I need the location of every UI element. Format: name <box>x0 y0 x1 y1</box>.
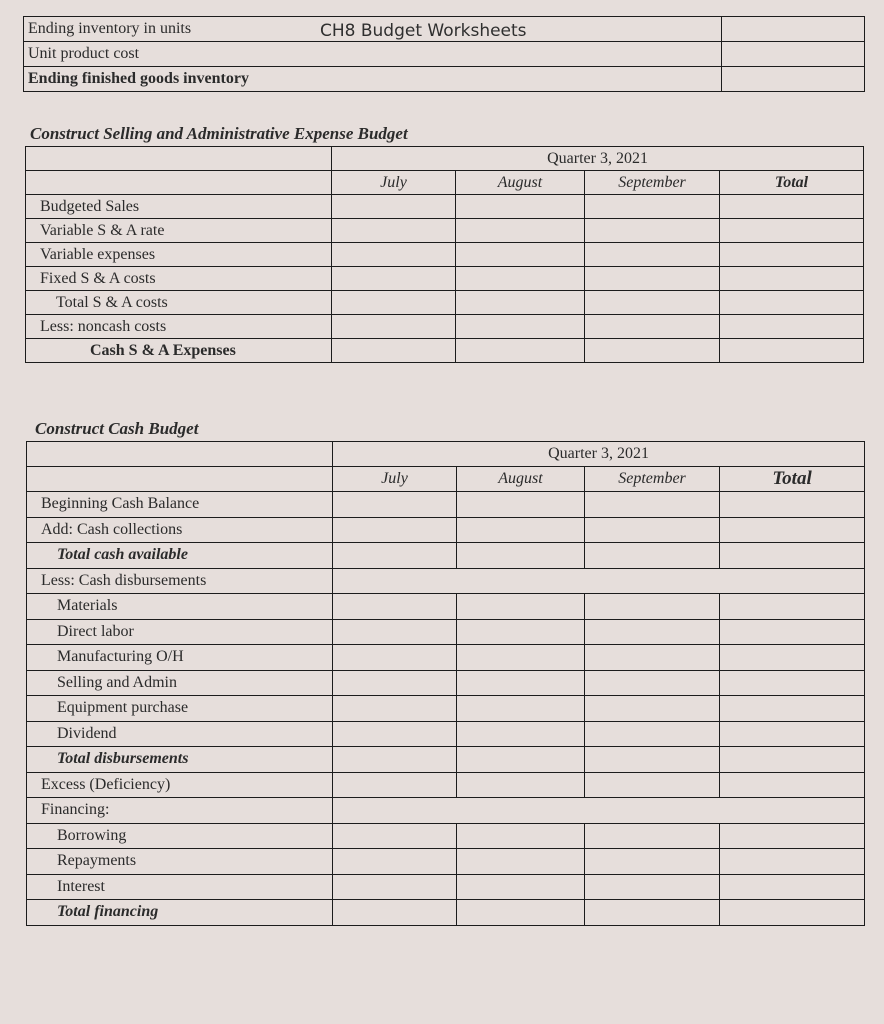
blank-cell <box>27 442 333 467</box>
value-cell[interactable] <box>457 517 585 543</box>
value-cell[interactable] <box>332 315 456 339</box>
value-cell[interactable] <box>457 823 585 849</box>
row-label: Unit product cost <box>24 42 722 67</box>
value-cell[interactable] <box>585 339 720 363</box>
value-cell[interactable] <box>722 17 865 42</box>
value-cell[interactable] <box>456 195 585 219</box>
value-cell[interactable] <box>585 670 720 696</box>
value-cell[interactable] <box>457 849 585 875</box>
value-cell[interactable] <box>457 670 585 696</box>
row-label: Variable S & A rate <box>26 219 332 243</box>
table-row <box>27 619 865 645</box>
value-cell[interactable] <box>456 315 585 339</box>
value-cell[interactable] <box>585 267 720 291</box>
value-cell[interactable] <box>585 849 720 875</box>
value-cell[interactable] <box>332 291 456 315</box>
row-label: Materials <box>27 594 333 620</box>
value-cell[interactable] <box>457 619 585 645</box>
table-row <box>26 315 864 339</box>
sa-budget-title: Construct Selling and Administrative Expense Budget <box>30 124 408 143</box>
total-cell[interactable] <box>720 339 864 363</box>
table-row <box>26 219 864 243</box>
row-label: Ending inventory in units <box>24 17 722 42</box>
month-header-september: September <box>585 467 720 492</box>
row-label: Selling and Admin <box>27 670 333 696</box>
total-cell[interactable] <box>720 219 864 243</box>
total-cell[interactable] <box>720 195 864 219</box>
total-cell[interactable] <box>720 696 865 722</box>
total-cell[interactable] <box>720 492 865 518</box>
total-cell[interactable] <box>720 267 864 291</box>
table-row <box>26 339 864 363</box>
row-label: Direct labor <box>27 619 333 645</box>
total-cell[interactable] <box>720 747 865 773</box>
blank-cell <box>26 147 332 171</box>
value-cell[interactable] <box>456 339 585 363</box>
value-cell[interactable] <box>585 195 720 219</box>
row-label: Manufacturing O/H <box>27 645 333 671</box>
month-header-august: August <box>456 171 585 195</box>
value-cell[interactable] <box>585 315 720 339</box>
value-cell[interactable] <box>333 670 457 696</box>
total-header: Total <box>720 467 865 492</box>
value-cell[interactable] <box>457 721 585 747</box>
table-row <box>27 721 865 747</box>
value-cell[interactable] <box>457 543 585 569</box>
row-label: Variable expenses <box>26 243 332 267</box>
value-cell[interactable] <box>333 900 457 926</box>
table-row <box>27 645 865 671</box>
value-cell[interactable] <box>333 747 457 773</box>
row-label: Less: noncash costs <box>26 315 332 339</box>
total-cell[interactable] <box>720 849 865 875</box>
value-cell[interactable] <box>333 517 457 543</box>
value-cell[interactable] <box>332 243 456 267</box>
header-row <box>27 442 865 467</box>
header-row <box>27 467 865 492</box>
total-cell[interactable] <box>720 670 865 696</box>
blank-cell <box>26 171 332 195</box>
value-cell[interactable] <box>585 645 720 671</box>
value-cell[interactable] <box>333 543 457 569</box>
value-cell[interactable] <box>585 721 720 747</box>
table-row <box>27 900 865 926</box>
value-cell[interactable] <box>722 42 865 67</box>
total-cell[interactable] <box>720 874 865 900</box>
table-row <box>27 492 865 518</box>
row-label: Less: Cash disbursements <box>27 568 333 594</box>
month-header-september: September <box>585 171 720 195</box>
total-header: Total <box>720 171 864 195</box>
total-cell[interactable] <box>720 619 865 645</box>
value-cell[interactable] <box>585 900 720 926</box>
value-cell[interactable] <box>585 772 720 798</box>
total-cell[interactable] <box>720 772 865 798</box>
value-cell[interactable] <box>457 696 585 722</box>
table-row <box>27 798 865 824</box>
value-cell[interactable] <box>585 517 720 543</box>
value-cell[interactable] <box>332 219 456 243</box>
table-row <box>26 291 864 315</box>
table-row <box>27 670 865 696</box>
month-header-august: August <box>457 467 585 492</box>
row-label: Financing: <box>27 798 333 824</box>
value-cell[interactable] <box>333 849 457 875</box>
total-cell[interactable] <box>720 900 865 926</box>
table-row <box>27 849 865 875</box>
row-label: Dividend <box>27 721 333 747</box>
value-cell[interactable] <box>332 267 456 291</box>
blank-cell <box>27 467 333 492</box>
value-cell[interactable] <box>333 721 457 747</box>
total-cell[interactable] <box>720 517 865 543</box>
row-label: Cash S & A Expenses <box>26 339 332 363</box>
value-cell[interactable] <box>456 267 585 291</box>
header-row <box>26 171 864 195</box>
value-cell[interactable] <box>333 823 457 849</box>
value-cell[interactable] <box>457 747 585 773</box>
value-cell[interactable] <box>456 291 585 315</box>
value-cell[interactable] <box>333 619 457 645</box>
value-cell[interactable] <box>333 594 457 620</box>
total-cell[interactable] <box>720 315 864 339</box>
table-row <box>27 568 865 594</box>
sa-budget-table <box>25 146 864 363</box>
value-cell[interactable] <box>332 339 456 363</box>
value-cell[interactable] <box>333 696 457 722</box>
total-cell[interactable] <box>720 645 865 671</box>
header-row <box>26 147 864 171</box>
row-label: Total S & A costs <box>26 291 332 315</box>
value-cell[interactable] <box>585 291 720 315</box>
merged-cell <box>333 568 865 594</box>
value-cell[interactable] <box>585 696 720 722</box>
worksheet-title: CH8 Budget Worksheets <box>320 21 527 41</box>
cash-budget-title: Construct Cash Budget <box>35 419 199 438</box>
value-cell[interactable] <box>585 219 720 243</box>
value-cell[interactable] <box>585 243 720 267</box>
total-cell[interactable] <box>720 721 865 747</box>
table-row <box>27 594 865 620</box>
value-cell[interactable] <box>457 492 585 518</box>
total-cell[interactable] <box>720 543 865 569</box>
table-row <box>27 772 865 798</box>
value-cell[interactable] <box>332 195 456 219</box>
table-row <box>27 517 865 543</box>
value-cell[interactable] <box>585 594 720 620</box>
value-cell[interactable] <box>457 772 585 798</box>
row-label: Borrowing <box>27 823 333 849</box>
value-cell[interactable] <box>333 645 457 671</box>
table-row <box>24 42 865 67</box>
value-cell[interactable] <box>722 67 865 92</box>
table-row <box>27 696 865 722</box>
table-row <box>27 543 865 569</box>
value-cell[interactable] <box>457 594 585 620</box>
row-label: Equipment purchase <box>27 696 333 722</box>
row-label: Repayments <box>27 849 333 875</box>
row-label: Budgeted Sales <box>26 195 332 219</box>
value-cell[interactable] <box>585 492 720 518</box>
table-row <box>27 823 865 849</box>
value-cell[interactable] <box>585 747 720 773</box>
value-cell[interactable] <box>457 645 585 671</box>
value-cell[interactable] <box>333 772 457 798</box>
value-cell[interactable] <box>585 874 720 900</box>
value-cell[interactable] <box>456 243 585 267</box>
row-label: Total disbursements <box>27 747 333 773</box>
value-cell[interactable] <box>585 543 720 569</box>
table-row <box>27 747 865 773</box>
value-cell[interactable] <box>585 823 720 849</box>
total-cell[interactable] <box>720 823 865 849</box>
table-row <box>27 874 865 900</box>
total-cell[interactable] <box>720 243 864 267</box>
merged-cell <box>333 798 865 824</box>
value-cell[interactable] <box>333 874 457 900</box>
row-label: Total financing <box>27 900 333 926</box>
quarter-header: Quarter 3, 2021 <box>332 147 864 171</box>
month-header-july: July <box>332 171 456 195</box>
month-header-july: July <box>333 467 457 492</box>
row-label: Excess (Deficiency) <box>27 772 333 798</box>
cash-budget-table <box>26 441 865 926</box>
value-cell[interactable] <box>585 619 720 645</box>
value-cell[interactable] <box>457 900 585 926</box>
table-row <box>26 243 864 267</box>
value-cell[interactable] <box>456 219 585 243</box>
row-label: Beginning Cash Balance <box>27 492 333 518</box>
table-row <box>24 67 865 92</box>
table-row <box>26 195 864 219</box>
row-label: Add: Cash collections <box>27 517 333 543</box>
total-cell[interactable] <box>720 594 865 620</box>
quarter-header: Quarter 3, 2021 <box>333 442 865 467</box>
table-row <box>26 267 864 291</box>
row-label: Interest <box>27 874 333 900</box>
value-cell[interactable] <box>333 492 457 518</box>
row-label: Ending finished goods inventory <box>24 67 722 92</box>
row-label: Total cash available <box>27 543 333 569</box>
total-cell[interactable] <box>720 291 864 315</box>
row-label: Fixed S & A costs <box>26 267 332 291</box>
value-cell[interactable] <box>457 874 585 900</box>
